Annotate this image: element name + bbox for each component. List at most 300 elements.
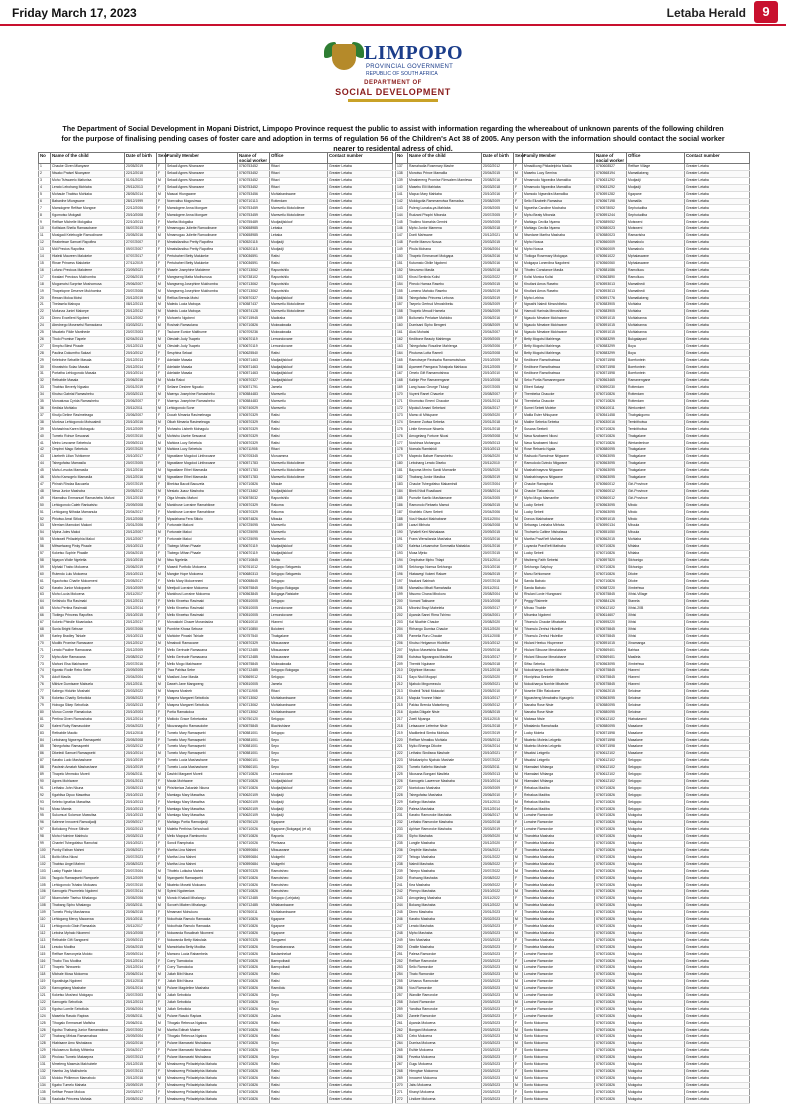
social-worker: 0760710826 [595,992,627,999]
date-of-birth: 20/05/2022 [482,861,514,868]
row-no: 67 [39,619,51,626]
child-name: Metro Lesvame Sebetrula [51,440,125,447]
family-member: Sekadi Agnes Nhanzane [166,170,238,177]
contact-number: Greater Letaba [685,751,750,758]
child-name: Vumani Takisane [408,599,482,606]
date-of-birth: 20/12/2022 [482,902,514,909]
date-of-birth: 20/11/2013 [482,799,514,806]
row-no: 80 [39,709,51,716]
contact-number: Greater Letaba [328,619,393,626]
col-child-name: Name of the child [408,153,482,164]
table-row [396,1013,750,1020]
row-no: 216 [396,709,408,716]
table-row [39,764,393,771]
row-no: 115 [39,951,51,958]
family-member: Tlhofelo Lutkuba Mahmi [166,868,238,875]
sex: F [514,1096,523,1104]
child-name: Moho Tshwarelo Mafunisa [51,177,125,184]
sex: F [514,909,523,916]
date-of-birth: 20/12/2016 [125,1075,157,1082]
row-no: 205 [396,633,408,640]
page-number: 9 [754,1,778,23]
contact-number: Greater Letaba [685,820,750,827]
child-name: Hlatawegi Vukeni Rakwe [408,571,482,578]
social-worker: 0760520115 [238,239,270,246]
child-name: Dikeledi Samuel Ramaqwebi [51,751,125,758]
family-member: Lorraine Ramoroke [523,958,595,965]
row-no: 239 [396,868,408,875]
child-name: Phutuma Lotta Rameli [408,350,482,357]
office: Jamela [270,681,328,688]
table-row [39,205,393,212]
child-name: Tsogolo Ramaqwebi Rampoele [51,875,125,882]
date-of-birth: 23/09/2021 [125,267,157,274]
sex: M [514,578,523,585]
child-name: Neo Mashaba [408,937,482,944]
contact-number: Greater Letaba [328,516,393,523]
sex: M [157,972,166,979]
row-no: 191 [396,536,408,543]
family-member: Thandeka Mashaba [523,840,595,847]
row-no: 83 [39,730,51,737]
family-member: Mmamodo Ngwedira Mamalika [523,177,595,184]
contact-number: Greater Letaba [685,578,750,585]
social-worker: 0760710826 [238,833,270,840]
child-name: Vusi Ramoroke [408,985,482,992]
table-body-left [39,164,393,1104]
contact-number: Greater Letaba [685,557,750,564]
table-row [39,757,393,764]
date-of-birth: 20/01/2016 [482,543,514,550]
table-row [396,675,750,682]
date-of-birth: 20/12/2019 [125,295,157,302]
date-of-birth: 20/05/2020 [482,467,514,474]
child-name: Kgaohotso Charlie Mokoeneni [51,578,125,585]
contact-number: Greater Letaba [328,1048,393,1055]
social-worker: 0760710826 [595,937,627,944]
row-no: 143 [396,205,408,212]
family-member: Sifiso Sebeka [523,661,595,668]
row-no: 251 [396,951,408,958]
table-row [39,385,393,392]
office: Madjadjiskloof [270,364,328,371]
date-of-birth: 20/01/2018 [482,426,514,433]
child-name: Dineo Excellent Ngobeni [51,315,125,322]
office: Xinamanga [627,640,685,647]
date-of-birth: 20/11/2010 [482,460,514,467]
date-of-birth: 20/04/2007 [482,329,514,336]
child-name: Lerato Mashaba [408,923,482,930]
family-member: Sonto Mokoena [523,1034,595,1041]
table-row [396,1061,750,1068]
office: Rotterdam [627,385,685,392]
contact-number: Greater Letaba [328,239,393,246]
date-of-birth: 20/05/2019 [482,288,514,295]
sex: F [157,661,166,668]
table-row [396,619,750,626]
row-no: 135 [39,1089,51,1096]
family-member: Nkateko Moleta Lekgetlo [523,744,595,751]
date-of-birth: 20/03/2023 [482,1054,514,1061]
contact-number: Greater Letaba [328,1013,393,1020]
table-row [39,675,393,682]
social-worker: 0760570329 [238,433,270,440]
office: Modjadjiskloof [270,488,328,495]
table-row [39,364,393,371]
family-member: Masilani Jose Masila [166,675,238,682]
family-member: Thohwelo Caltine Ntshalawa [523,530,595,537]
contact-number: Greater Letaba [685,571,750,578]
office: Sekgopo Bokgaga [270,668,328,675]
office: Mokgoba [627,813,685,820]
table-row [39,170,393,177]
table-row [396,336,750,343]
social-worker: 0760670119 [238,343,270,350]
contact-number: Greater Letaba [328,695,393,702]
social-worker: 0760710826 [595,1027,627,1034]
sex: F [157,274,166,281]
child-name: Sipho Mashaba [408,833,482,840]
row-no: 6 [39,198,51,205]
child-name: Esihle Mokoena [408,1048,482,1055]
table-row [39,1006,393,1013]
social-worker: 0760753452 [238,177,270,184]
office: Ramotsheo [270,889,328,896]
contact-number: Greater Letaba [328,233,393,240]
social-worker: 0760563095 [595,460,627,467]
contact-number: Greater Letaba [328,454,393,461]
social-worker: 0760710850 [238,626,270,633]
social-worker: 0760574826 [238,516,270,523]
contact-number: Greater Letaba [685,937,750,944]
date-of-birth: 20/12/2014 [125,965,157,972]
sex: F [157,315,166,322]
social-worker: 0760713062 [238,695,270,702]
row-no: 178 [396,447,408,454]
table-row [396,709,750,716]
social-worker: 0760710826 [238,1075,270,1082]
family-member: Ngaudo Mmatwe Mokhwane [523,322,595,329]
sex: M [157,488,166,495]
date-of-birth: 20/09/2013 [482,771,514,778]
child-name: Thalimo Nomahla Gemini [408,219,482,226]
row-no: 27 [39,343,51,350]
sex: F [514,958,523,965]
contact-number: Greater Letaba [685,405,750,412]
contact-number: Greater Letaba [685,585,750,592]
contact-number: Greater Letaba [328,999,393,1006]
social-worker: 0760710826 [595,1082,627,1089]
social-worker: 0760710826 [595,1034,627,1041]
social-worker: 0760563465 [595,378,627,385]
contact-number: Greater Letaba [685,1068,750,1075]
child-name: Michale Mosa Mokoena [51,972,125,979]
table-row [39,930,393,937]
social-worker: 0760571598 [595,357,627,364]
office: Ramanengane [627,378,685,385]
sex: F [514,875,523,882]
child-name: Pamelia Ruru Chauke [408,633,482,640]
child-name: Mapula Yvonne Ntsie [408,695,482,702]
sex: M [157,474,166,481]
table-row [39,592,393,599]
table-header-row [39,153,393,164]
row-no: 156 [396,295,408,302]
contact-number: Greater Letaba [328,426,393,433]
sex: M [514,433,523,440]
sex: F [157,219,166,226]
date-of-birth: 20/01/2013 [125,778,157,785]
sex: F [514,923,523,930]
child-name: Tebogo Mashaba [408,854,482,861]
social-worker: 0760710826 [595,550,627,557]
office: Ratisi [270,1027,328,1034]
child-name: Mamo di Mhlupane [408,412,482,419]
date-of-birth: 20/12/2007 [125,536,157,543]
office: Ratisi [270,972,328,979]
child-name: Madikeledi Simba Mohlala [408,730,482,737]
family-member: Sebwagu Leshaba Mbhota [523,523,595,530]
social-worker: 0760710826 [595,882,627,889]
contact-number: Greater Letaba [685,1061,750,1068]
social-worker: 0760712485 [238,902,270,909]
family-member: Thembeka Chaucke [523,391,595,398]
table-row [396,440,750,447]
child-name: Khutjo Deline Rasimeleaga [51,412,125,419]
contact-number: Greater Letaba [685,564,750,571]
row-no: 103 [39,868,51,875]
sex: M [514,329,523,336]
family-member: Moroakobi Chawe Moraniadza [166,619,238,626]
office: Rapuntshilo [270,274,328,281]
date-of-birth: 20/08/2004 [482,592,514,599]
contact-number: Greater Letaba [685,785,750,792]
child-name: Puleng Lunaka-ya-Mahlaba [408,205,482,212]
table-row [39,426,393,433]
date-of-birth: 20/10/2013 [125,543,157,550]
child-name: Phula Mohana [408,246,482,253]
social-worker: 0760575845 [238,723,270,730]
child-name: Sayo Ntuli Mogapi [408,675,482,682]
date-of-birth: 20/03/2023 [482,951,514,958]
sex: F [157,668,166,675]
table-row [39,336,393,343]
child-name: Kgwatlsiga Ngobeni [51,978,125,985]
sex: F [157,737,166,744]
row-no: 150 [396,253,408,260]
family-member: Rebakoa Madiba [523,785,595,792]
row-no: 110 [39,916,51,923]
table-row [39,599,393,606]
child-name: Mosigadi Kelebogile Ramodinane [51,233,125,240]
sex: M [514,246,523,253]
row-no: 66 [39,612,51,619]
sex: F [514,1089,523,1096]
row-no: 21 [39,302,51,309]
sex: F [514,951,523,958]
family-member: Radsudo Ramohwe Ntigwane [523,454,595,461]
date-of-birth: 20/05/2019 [125,164,157,171]
row-no: 91 [39,785,51,792]
social-worker: 0760587220 [595,585,627,592]
office: Sephutudiba [627,212,685,219]
row-no: 218 [396,723,408,730]
table-row [39,536,393,543]
family-member: Matlodo Grace Sebetwaba [166,716,238,723]
row-no: 241 [396,882,408,889]
date-of-birth: 20/07/2005 [482,212,514,219]
table-row [39,737,393,744]
table-row [39,1089,393,1096]
social-worker: 0760575845 [238,661,270,668]
office: Sekgopo [270,675,328,682]
sex: M [514,813,523,820]
social-worker: 0760036591 [238,260,270,267]
row-no: 200 [396,599,408,606]
office: Sekgopo [627,792,685,799]
sex: M [514,385,523,392]
date-of-birth: 20/09/2021 [482,681,514,688]
office: Ratisi [270,1096,328,1104]
table-row [396,695,750,702]
sex: F [514,364,523,371]
sex: M [514,592,523,599]
family-member: Tlhofeo Constance Masila [523,267,595,274]
contact-number: Greater Letaba [328,357,393,364]
contact-number: Greater Letaba [328,854,393,861]
date-of-birth: 20/12/2015 [125,1061,157,1068]
office: Kgapane [270,923,328,930]
contact-number: Greater Letaba [685,902,750,909]
child-name: Musa Mjeko [408,550,482,557]
sex: M [514,640,523,647]
sex: M [514,530,523,537]
table-row [39,951,393,958]
social-worker: 0760583905 [595,309,627,316]
date-of-birth: 20/03/2023 [482,930,514,937]
sex: M [157,447,166,454]
family-member: Elbert Sakayi [523,385,595,392]
social-worker: 0760710826 [238,1089,270,1096]
social-worker: 0760562015 [595,688,627,695]
office: Ramdiolu [270,985,328,992]
child-name: Reabetswe Samuel Rapoflea [51,239,125,246]
date-of-birth: 20/06/2007 [125,398,157,405]
social-worker: 0760620109 [238,806,270,813]
contact-number: Greater Letaba [328,315,393,322]
table-row [39,744,393,751]
contact-number: Greater Letaba [685,164,750,171]
sex: F [514,896,523,903]
contact-number: Greater Letaba [685,654,750,661]
col-social-worker: Name of social worker [595,153,627,164]
col-family-member: Family Member [523,153,595,164]
contact-number: Greater Letaba [685,288,750,295]
contact-number: Greater Letaba [328,861,393,868]
child-name: Babanihe Mlungwane [51,198,125,205]
date-of-birth: 20/07/2004 [482,481,514,488]
child-name: Kgotso Lomile Sebotlola [51,1006,125,1013]
date-of-birth: 20/11/2017 [125,592,157,599]
row-no: 131 [39,1061,51,1068]
row-no: 198 [396,585,408,592]
family-member: Tumelo Mary Ramaqwebi [166,751,238,758]
row-no: 258 [396,999,408,1006]
sex: F [157,578,166,585]
contact-number: Greater Letaba [328,937,393,944]
row-no: 116 [39,958,51,965]
date-of-birth: 20/03/2023 [482,1089,514,1096]
table-row [39,371,393,378]
table-row [396,322,750,329]
table-row [396,302,750,309]
row-no: 263 [396,1034,408,1041]
social-worker: 0760710826 [595,875,627,882]
sex: M [514,419,523,426]
table-row [396,378,750,385]
table-row [39,447,393,454]
row-no: 69 [39,633,51,640]
sex: M [157,1013,166,1020]
row-no: 25 [39,329,51,336]
table-row [39,1034,393,1041]
child-name: Palesa Mashaba [408,806,482,813]
row-no: 169 [396,385,408,392]
family-member: Dashbi Margaret Moreti [166,771,238,778]
child-name: Hoboga Sikep Sebotlola [51,702,125,709]
social-worker: 0760583905 [595,302,627,309]
office: Giri-Province [627,488,685,495]
social-worker: 0760710826 [238,322,270,329]
social-worker: 0760710826 [595,578,627,585]
table-row [39,495,393,502]
row-no: 81 [39,716,51,723]
family-member: Mamono Lucia Rabambela [166,951,238,958]
date-of-birth: 20/12/2013 [125,343,157,350]
office: Rotterdam [627,391,685,398]
row-no: 175 [396,426,408,433]
sex: F [157,350,166,357]
child-name: Hlabisane Amo Ntshalawa [51,1041,125,1048]
table-row [396,274,750,281]
office: Thabgakgomo [627,412,685,419]
row-no: 184 [396,488,408,495]
table-row [39,661,393,668]
sex: M [157,896,166,903]
date-of-birth: 20/07/2002 [125,1027,157,1034]
date-of-birth: 20/12/2016 [125,467,157,474]
contact-number: Greater Letaba [328,274,393,281]
sex: M [157,1027,166,1034]
row-no: 29 [39,357,51,364]
table-row [39,916,393,923]
child-name: Karabo Junior Mokopanle [51,585,125,592]
family-member: Mamokgere Anna Mongwe [166,212,238,219]
contact-number: Greater Letaba [328,564,393,571]
sex: F [157,564,166,571]
row-no: 102 [39,861,51,868]
sex: F [157,695,166,702]
row-no: 269 [396,1075,408,1082]
child-name: Tlhogalo Emmanuel Mafisha [51,1020,125,1027]
family-member: Tumelo Mary Ramaqwebi [166,744,238,751]
contact-number: Greater Letaba [328,322,393,329]
sex: F [157,916,166,923]
contact-number: Greater Letaba [328,191,393,198]
social-worker: 0760630016 [595,419,627,426]
family-member: Sanda Babuto [523,578,595,585]
social-worker: 0760710826 [595,978,627,985]
